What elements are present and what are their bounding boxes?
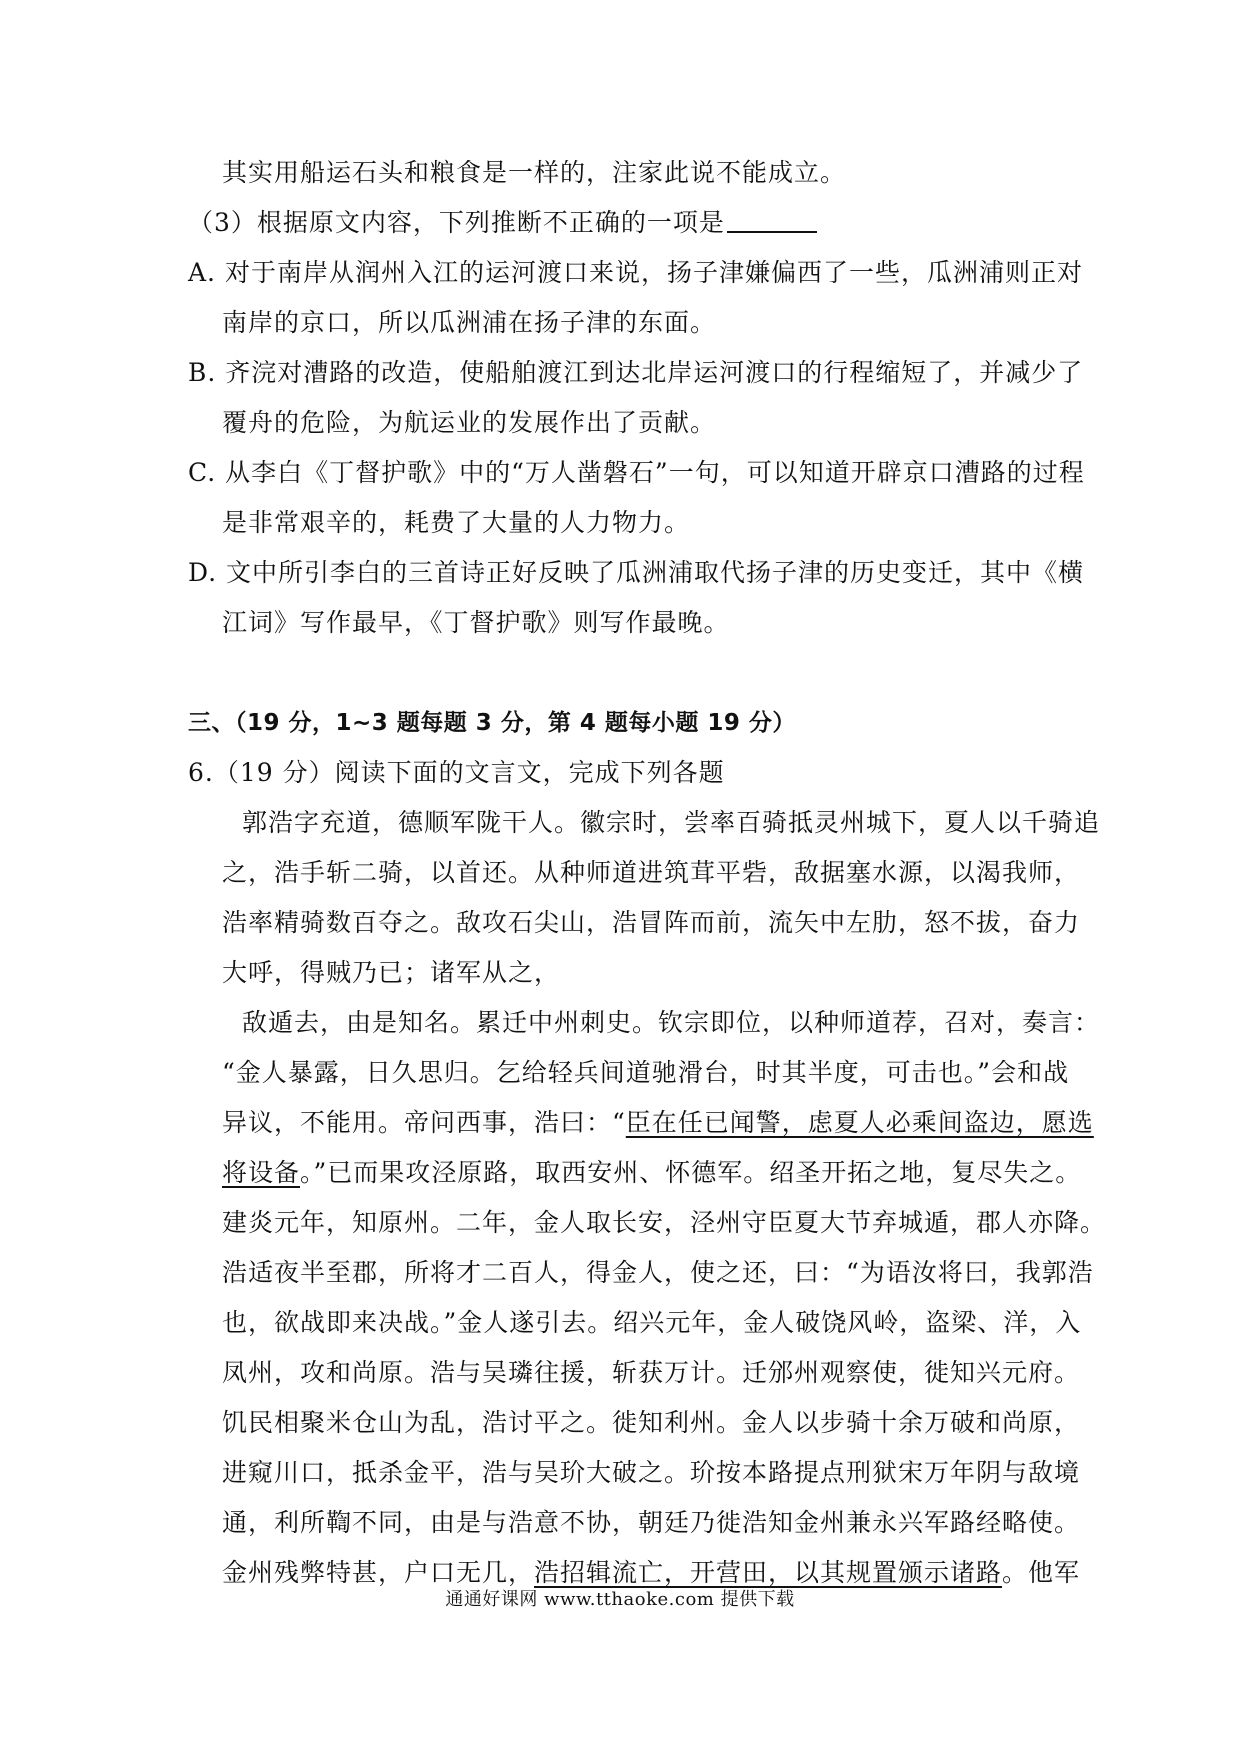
passage-line: 敌遁去，由是知名。累迁中州刺史。钦宗即位，以种师道荐，召对，奏言： bbox=[242, 1008, 1101, 1037]
passage-line: “金人暴露，日久思归。乞给轻兵间道驰滑台，时其半度，可击也。”会和战 bbox=[222, 1058, 1070, 1087]
passage-line: 凤州，攻和尚原。浩与吴璘往援，斩获万计。迁邠州观察使，徙知兴元府。 bbox=[222, 1358, 1081, 1387]
passage-line: 也，欲战即来决战。”金人遂引去。绍兴元年，金人破饶风岭，盗梁、洋，入 bbox=[222, 1308, 1082, 1337]
option-c-line-1: C. 从李白《丁督护歌》中的“万人凿磐石”一句，可以知道开辟京口漕路的过程 bbox=[188, 458, 1085, 487]
section-3-heading: 三、（19 分，1~3 题每题 3 分，第 4 题每小题 19 分） bbox=[188, 710, 796, 736]
passage-line bbox=[222, 1156, 1081, 1190]
text-line: 其实用船运石头和粮食是一样的，注家此说不能成立。 bbox=[222, 158, 847, 187]
question-3-text: （3）根据原文内容，下列推断不正确的一项是 bbox=[188, 208, 725, 237]
option-c-line-2: 是非常艰辛的，耗费了大量的人力物力。 bbox=[222, 508, 691, 537]
passage-text: 金州残弊特甚，户口无几， bbox=[222, 1558, 535, 1587]
passage-text: 。他军 bbox=[1002, 1558, 1081, 1587]
option-a-line-1: A. 对于南岸从润州入江的运河渡口来说，扬子津嫌偏西了一些，瓜洲浦则正对 bbox=[188, 258, 1083, 287]
option-d-line-1: D. 文中所引李白的三首诗正好反映了瓜洲浦取代扬子津的历史变迁，其中《横 bbox=[188, 558, 1085, 587]
passage-line: 浩率精骑数百夺之。敌攻石尖山，浩冒阵而前，流矢中左肋，怒不拔，奋力 bbox=[222, 908, 1081, 937]
option-b-line-2: 覆舟的危险，为航运业的发展作出了贡献。 bbox=[222, 408, 717, 437]
option-d-line-2: 江词》写作最早，《丁督护歌》则写作最晚。 bbox=[222, 608, 730, 637]
passage-text: 异议，不能用。帝问西事，浩曰：“ bbox=[222, 1108, 626, 1137]
underlined-sentence: 臣在任已闻警，虑夏人必乘间盗边，愿选 bbox=[625, 1108, 1094, 1137]
option-b-line-1: B. 齐浣对漕路的改造，使船舶渡江到达北岸运河渡口的行程缩短了，并减少了 bbox=[188, 358, 1084, 387]
passage-line: 浩适夜半至郡，所将才二百人，得金人，使之还，曰：“为语汝将曰，我郭浩 bbox=[222, 1258, 1094, 1287]
passage-line bbox=[222, 1556, 1080, 1590]
passage-line bbox=[222, 1106, 1094, 1140]
passage-line: 大呼，得贼乃已；诸军从之， bbox=[222, 958, 561, 987]
question-3 bbox=[188, 206, 817, 240]
passage-line: 建炎元年，知原州。二年，金人取长安，泾州守臣夏大节弃城遁，郡人亦降。 bbox=[222, 1208, 1107, 1237]
question-6: 6.（19 分）阅读下面的文言文，完成下列各题 bbox=[188, 758, 725, 787]
answer-blank bbox=[727, 207, 817, 233]
passage-line: 通，利所鞫不同，由是与浩意不协，朝廷乃徙浩知金州兼永兴军路经略使。 bbox=[222, 1508, 1081, 1537]
passage-line: 进窥川口，抵杀金平，浩与吴玠大破之。玠按本路提点刑狱宋万年阴与敌境 bbox=[222, 1458, 1081, 1487]
passage-line: 郭浩字充道，德顺军陇干人。徽宗时，尝率百骑抵灵州城下，夏人以千骑追 bbox=[242, 808, 1101, 837]
option-a-line-2: 南岸的京口，所以瓜洲浦在扬子津的东面。 bbox=[222, 308, 717, 337]
passage-line: 饥民相聚米仓山为乱，浩讨平之。徙知利州。金人以步骑十余万破和尚原， bbox=[222, 1408, 1081, 1437]
page-footer: 通通好课网 www.tthaoke.com 提供下载 bbox=[445, 1589, 795, 1610]
underlined-sentence: 将设备 bbox=[222, 1158, 301, 1187]
passage-line: 之，浩手斩二骑，以首还。从种师道进筑茸平砦，敌据塞水源，以渴我师， bbox=[222, 858, 1081, 887]
underlined-sentence: 浩招辑流亡，开营田，以其规置颁示诸路 bbox=[534, 1558, 1003, 1587]
passage-text: 。”已而果攻泾原路，取西安州、怀德军。绍圣开拓之地，复尽失之。 bbox=[300, 1158, 1082, 1187]
